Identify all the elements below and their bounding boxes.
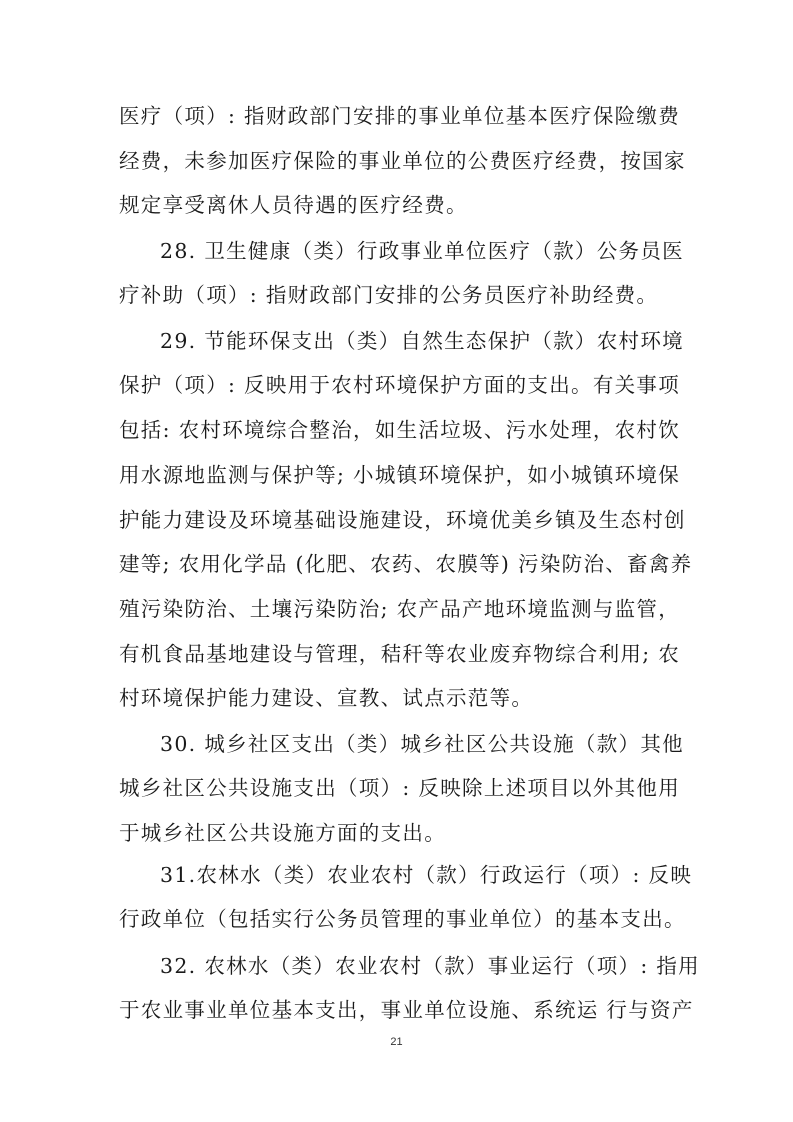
paragraph-31-heading: 31.农林水（类）农业农村（款）行政运行（项）: 反映 (160, 863, 693, 887)
text-line: 用水源地监测与保护等; 小城镇环境保护，如小城镇环境保 (119, 463, 681, 487)
text-line: 规定享受离休人员待遇的医疗经费。 (119, 193, 468, 217)
text-line: 有机食品基地建设与管理，秸秆等农业废弃物综合利用; 农 (119, 642, 681, 666)
text-line: 于城乡社区公共设施方面的支出。 (119, 821, 446, 845)
text-line: 于农业事业单位基本支出，事业单位设施、系统运 行与资产 (119, 998, 694, 1022)
text-line: 疗补助（项）: 指财政部门安排的公务员医疗补助经费。 (119, 283, 659, 307)
text-line: 行政单位（包括实行公务员管理的事业单位）的基本支出。 (119, 907, 686, 931)
page-number: 21 (390, 1036, 403, 1048)
text-line: 村环境保护能力建设、宣教、试点示范等。 (119, 686, 534, 710)
paragraph-30-heading: 30. 城乡社区支出（类）城乡社区公共设施（款）其他 (160, 732, 684, 756)
paragraph-29-heading: 29. 节能环保支出（类）自然生态保护（款）农村环境 (160, 329, 684, 353)
text-line: 包括: 农村环境综合整治，如生活垃圾、污水处理，农村饮 (119, 418, 681, 442)
text-line: 城乡社区公共设施支出（项）: 反映除上述项目以外其他用 (119, 776, 681, 800)
text-line: 经费，未参加医疗保险的事业单位的公费医疗经费，按国家 (119, 149, 686, 173)
text-line: 殖污染防治、土壤污染防治; 农产品产地环境监测与监管， (119, 597, 681, 621)
text-line: 医疗（项）: 指财政部门安排的事业单位基本医疗保险缴费 (119, 104, 681, 128)
text-line: 护能力建设及环境基础设施建设，环境优美乡镇及生态村创 (119, 508, 686, 532)
paragraph-32-heading: 32. 农林水（类）农业农村（款）事业运行（项）: 指用 (160, 954, 700, 978)
text-line: 保护（项）: 反映用于农村环境保护方面的支出。有关事项 (119, 373, 681, 397)
paragraph-28-heading: 28. 卫生健康（类）行政事业单位医疗（款）公务员医 (160, 239, 684, 263)
text-line: 建等; 农用化学品 (化肥、农药、农膜等) 污染防治、畜禽养 (119, 552, 693, 576)
